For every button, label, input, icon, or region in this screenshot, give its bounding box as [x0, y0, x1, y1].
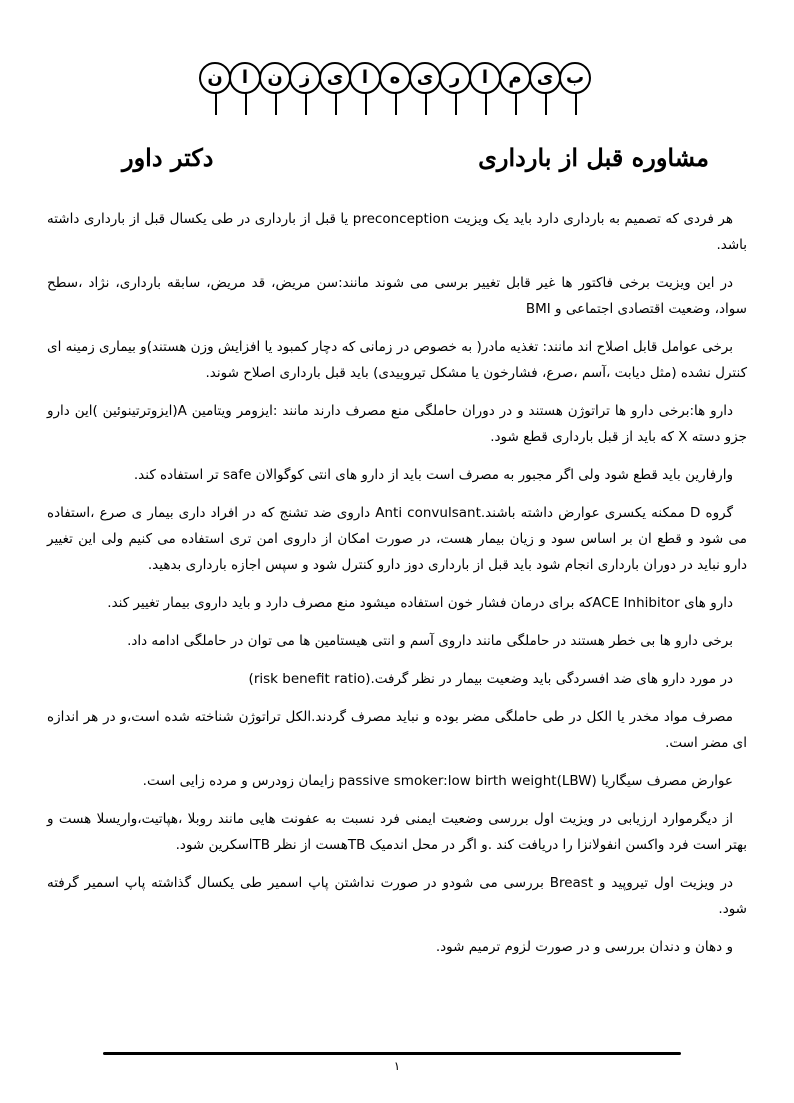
balloon-letter: ب [559, 52, 593, 112]
balloon-letter: م [499, 52, 533, 112]
paragraph: هر فردی که تصمیم به بارداری دارد باید یک ویزیت preconception یا قبل از بارداری در طی یکسال قبل از بارداری داشته باشد. [47, 211, 747, 253]
document-title: مشاوره قبل از بارداری [478, 143, 709, 172]
paragraph: دارو های ACE Inhibitorکه برای درمان فشار خون استفاده میشود منع مصرف دارد و باید داروی بیمار تغییر کند. [107, 595, 733, 611]
balloon-letter: ا [229, 52, 263, 112]
paragraph: دارو ها:برخی دارو ها تراتوژن هستند و در دوران حاملگی منع مصرف دارند مانند :ایزومر ویتامین A(ایزوترتینوئین )این دارو جزو دسته X که باید از قبل بارداری قطع شود. [47, 403, 747, 445]
page-number: ۱ [393, 1059, 401, 1073]
paragraph: عوارض مصرف سیگاریا passive smoker:low birth weight(LBW) زایمان زودرس و مرده زایی است. [142, 773, 733, 789]
balloon-letter: ی [529, 52, 563, 112]
paragraph: در ویزیت اول تیروپید و Breast بررسی می شودو در صورت نداشتن پاپ اسمیر طی یکسال گذاشته پاپ اسمیر گرفته شود. [47, 875, 747, 917]
balloon-letter: ا [349, 52, 383, 112]
balloon-letter: ز [289, 52, 323, 112]
paragraph: از دیگرموارد ارزیابی در ویزیت اول بررسی وضعیت ایمنی فرد نسبت به عفونت هایی مانند روبلا ،هپاتیت،واریسلا هست و بهتر است فرد واکسن انفولانزا را دریافت کند .و اگر در محل اندمیک TBهست از نظر TBاسکرین شود. [47, 811, 747, 853]
balloon-letter: ن [199, 52, 233, 112]
balloon-letter: ا [469, 52, 503, 112]
balloon-letter: ر [439, 52, 473, 112]
author-name: دکتر داور [122, 143, 214, 172]
balloon-letter: ه [379, 52, 413, 112]
document-body [47, 206, 747, 972]
balloon-letter: ی [409, 52, 443, 112]
paragraph: و دهان و دندان بررسی و در صورت لزوم ترمیم شود. [435, 939, 733, 955]
balloon-letter: ی [319, 52, 353, 112]
paragraph: در مورد دارو های ضد افسردگی باید وضعیت بیمار در نظر گرفت.(risk benefit ratio) [248, 671, 733, 687]
footer-rule [103, 1052, 681, 1055]
paragraph: در این ویزیت برخی فاکتور ها غیر قابل تغییر برسی می شوند مانند:سن مریض، قد مریض، سابقه بارداری، نژاد ،سطح سواد، وضعیت اقتصادی اجتماعی و BMI [47, 275, 747, 317]
balloon-letter: ن [259, 52, 293, 112]
title-balloons [198, 52, 593, 122]
paragraph: برخی عوامل قابل اصلاح اند مانند: تغذیه مادر( به خصوص در زمانی که دچار کمبود یا افزایش وزن هستند)و بیماری زمینه ای کنترل نشده (مثل دیابت ،آسم ،صرع، فشارخون یا مشکل تیروییدی) باید قبل بارداری اصلاح شوند. [47, 339, 747, 381]
paragraph: مصرف مواد مخدر یا الکل در طی حاملگی مضر بوده و نباید مصرف گردند.الکل تراتوژن شناخته شده است،و در هر اندازه ای مضر است. [47, 709, 747, 751]
paragraph: گروه D ممکنه یکسری عوارض داشته باشند.Anti convulsant داروی ضد تشنج که در افراد داری بیمار ی صرع ،استفاده می شود و قطع ان بر اساس سود و زیان بیمار هست، در صورت امکان از داروی امن تری استفاده می کنیم ولی این تغییر دارو نباید در دوران بارداری انجام شود باید قبل از بارداری دوز دارو کنترل شود و سپس اجازه بارداری بدهید. [47, 505, 747, 573]
paragraph: وارفارین باید قطع شود ولی اگر مجبور به مصرف است باید از دارو های انتی کوگوالان safe تر استفاده کند. [133, 467, 733, 483]
paragraph: برخی دارو ها بی خطر هستند در حاملگی مانند داروی آسم و انتی هیستامین ها می توان در حاملگی ادامه داد. [127, 633, 733, 649]
